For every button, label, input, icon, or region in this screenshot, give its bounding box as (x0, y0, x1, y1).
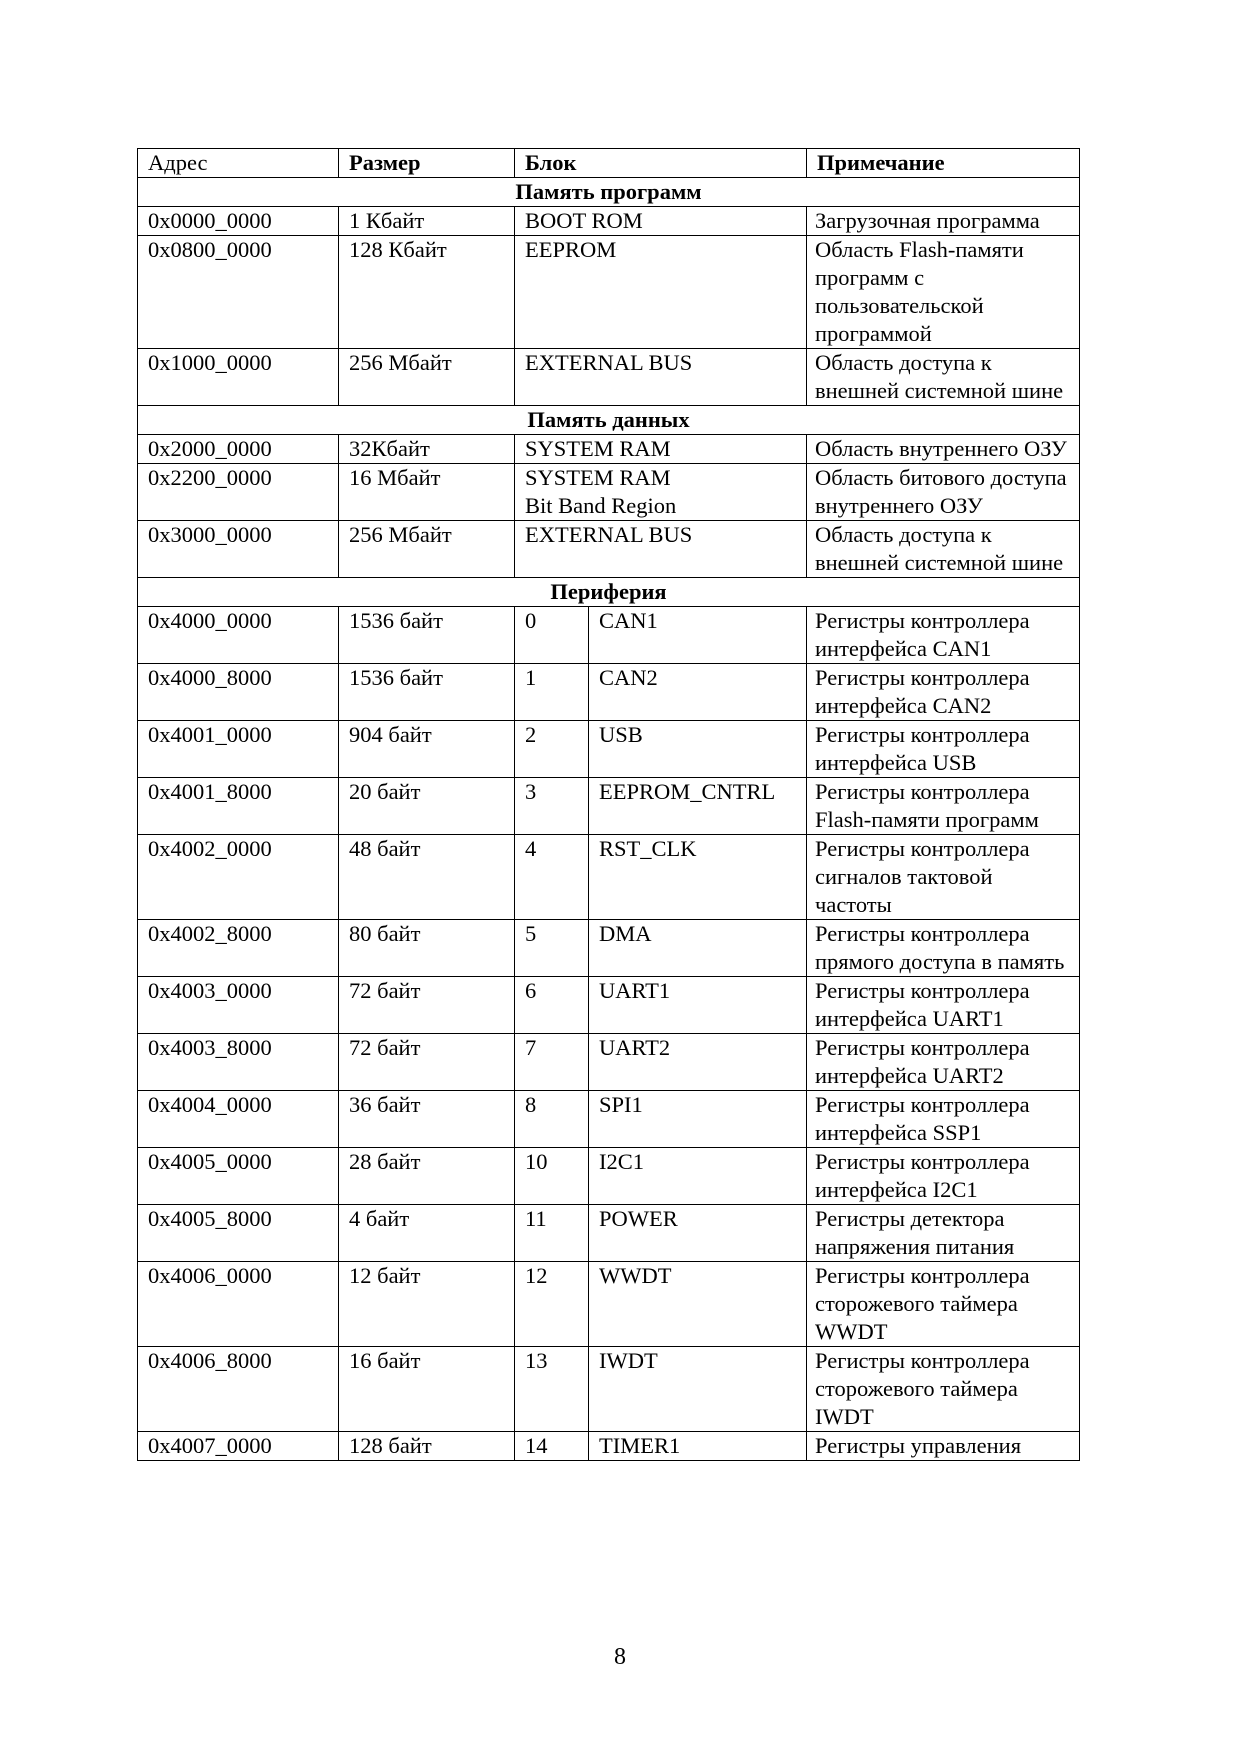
header-address: Адрес (138, 149, 339, 178)
block-name: EEPROM (525, 237, 617, 262)
address-cell: 0x4003_8000 (138, 1034, 339, 1091)
size-cell: 128 байт (339, 1432, 515, 1461)
table-row (138, 464, 1080, 521)
address-cell: 0x4000_8000 (138, 664, 339, 721)
table-row (138, 1347, 1080, 1432)
block-name: BOOT ROM (525, 208, 643, 233)
block-name: SYSTEM RAM (525, 465, 671, 490)
number-cell: 11 (515, 1205, 589, 1262)
table-row (138, 1432, 1080, 1461)
header-row (138, 149, 1080, 178)
note-cell: Область внутреннего ОЗУ (807, 435, 1080, 464)
number-cell: 12 (515, 1262, 589, 1347)
header-block: Блок (515, 149, 807, 178)
number-cell: 5 (515, 920, 589, 977)
note-cell: Регистры детектора напряжения питания (807, 1205, 1080, 1262)
address-cell: 0x2000_0000 (138, 435, 339, 464)
note-cell: Регистры контроллера интерфейса I2C1 (807, 1148, 1080, 1205)
table-row (138, 664, 1080, 721)
block-cell (515, 464, 807, 521)
block-name-line2: Bit Band Region (525, 493, 677, 518)
address-cell: 0x1000_0000 (138, 349, 339, 406)
address-cell: 0x4003_0000 (138, 977, 339, 1034)
table-row (138, 236, 1080, 349)
note-cell: Регистры контроллера интерфейса SSP1 (807, 1091, 1080, 1148)
block-cell: UART2 (589, 1034, 807, 1091)
header-note: Примечание (807, 149, 1080, 178)
table-body (138, 178, 1080, 1461)
table-row (138, 1091, 1080, 1148)
note-cell: Регистры управления (807, 1432, 1080, 1461)
address-cell: 0x0800_0000 (138, 236, 339, 349)
size-cell: 80 байт (339, 920, 515, 977)
size-cell: 4 байт (339, 1205, 515, 1262)
table-row (138, 1262, 1080, 1347)
block-cell: SPI1 (589, 1091, 807, 1148)
number-cell: 2 (515, 721, 589, 778)
block-cell: EEPROM_CNTRL (589, 778, 807, 835)
address-cell: 0x4002_0000 (138, 835, 339, 920)
page-number: 8 (614, 1644, 626, 1670)
address-cell: 0x3000_0000 (138, 521, 339, 578)
number-cell: 1 (515, 664, 589, 721)
size-cell: 256 Мбайт (339, 349, 515, 406)
header-size: Размер (339, 149, 515, 178)
size-cell: 72 байт (339, 977, 515, 1034)
block-cell: DMA (589, 920, 807, 977)
note-cell: Область битового доступа внутреннего ОЗУ (807, 464, 1080, 521)
size-cell: 20 байт (339, 778, 515, 835)
number-cell: 6 (515, 977, 589, 1034)
block-cell: CAN2 (589, 664, 807, 721)
table-row (138, 721, 1080, 778)
number-cell: 8 (515, 1091, 589, 1148)
table-row (138, 920, 1080, 977)
note-cell: Регистры контроллера Flash-памяти программ (807, 778, 1080, 835)
note-cell: Область Flash-памяти программ с пользовательской программой (807, 236, 1080, 349)
size-cell: 16 байт (339, 1347, 515, 1432)
address-cell: 0x2200_0000 (138, 464, 339, 521)
number-cell: 7 (515, 1034, 589, 1091)
size-cell: 72 байт (339, 1034, 515, 1091)
address-cell: 0x4005_8000 (138, 1205, 339, 1262)
table-row (138, 1205, 1080, 1262)
size-cell: 1536 байт (339, 607, 515, 664)
address-cell: 0x4005_0000 (138, 1148, 339, 1205)
block-cell: WWDT (589, 1262, 807, 1347)
size-cell: 1536 байт (339, 664, 515, 721)
note-cell: Область доступа к внешней системной шине (807, 521, 1080, 578)
note-cell: Регистры контроллера сигналов тактовой частоты (807, 835, 1080, 920)
address-cell: 0x4006_0000 (138, 1262, 339, 1347)
table-row (138, 521, 1080, 578)
note-cell: Регистры контроллера интерфейса UART2 (807, 1034, 1080, 1091)
address-cell: 0x4006_8000 (138, 1347, 339, 1432)
note-cell: Регистры контроллера интерфейса CAN2 (807, 664, 1080, 721)
block-cell: CAN1 (589, 607, 807, 664)
address-cell: 0x4000_0000 (138, 607, 339, 664)
address-cell: 0x4007_0000 (138, 1432, 339, 1461)
table-row (138, 778, 1080, 835)
size-cell: 48 байт (339, 835, 515, 920)
address-cell: 0x4001_8000 (138, 778, 339, 835)
size-cell: 904 байт (339, 721, 515, 778)
note-cell: Регистры контроллера интерфейса USB (807, 721, 1080, 778)
size-cell: 256 Мбайт (339, 521, 515, 578)
section-program-memory (138, 178, 1080, 207)
size-cell: 32Кбайт (339, 435, 515, 464)
block-cell (515, 521, 807, 578)
note-cell: Регистры контроллера интерфейса CAN1 (807, 607, 1080, 664)
address-cell: 0x4004_0000 (138, 1091, 339, 1148)
block-name: EXTERNAL BUS (525, 350, 693, 375)
size-cell: 28 байт (339, 1148, 515, 1205)
number-cell: 4 (515, 835, 589, 920)
table-row (138, 207, 1080, 236)
section-data-memory (138, 406, 1080, 435)
note-cell: Загрузочная программа (807, 207, 1080, 236)
block-cell (515, 435, 807, 464)
block-cell (515, 349, 807, 406)
block-cell (515, 236, 807, 349)
table-row (138, 977, 1080, 1034)
note-cell: Регистры контроллера сторожевого таймера WWDT (807, 1262, 1080, 1347)
note-cell: Регистры контроллера прямого доступа в память (807, 920, 1080, 977)
table-row (138, 607, 1080, 664)
table-row (138, 1148, 1080, 1205)
size-cell: 1 Кбайт (339, 207, 515, 236)
address-cell: 0x4001_0000 (138, 721, 339, 778)
table-row (138, 435, 1080, 464)
note-cell: Регистры контроллера интерфейса UART1 (807, 977, 1080, 1034)
number-cell: 13 (515, 1347, 589, 1432)
number-cell: 0 (515, 607, 589, 664)
block-cell: TIMER1 (589, 1432, 807, 1461)
block-cell: I2C1 (589, 1148, 807, 1205)
block-cell: UART1 (589, 977, 807, 1034)
size-cell: 16 Мбайт (339, 464, 515, 521)
block-name: EXTERNAL BUS (525, 522, 693, 547)
block-cell: RST_CLK (589, 835, 807, 920)
section-title: Память программ (138, 178, 1080, 207)
table-row (138, 349, 1080, 406)
size-cell: 36 байт (339, 1091, 515, 1148)
section-peripherals (138, 578, 1080, 607)
number-cell: 10 (515, 1148, 589, 1205)
memory-map-table (137, 148, 1080, 1461)
table-row (138, 835, 1080, 920)
size-cell: 128 Кбайт (339, 236, 515, 349)
note-cell: Область доступа к внешней системной шине (807, 349, 1080, 406)
block-name: SYSTEM RAM (525, 436, 671, 461)
block-cell: USB (589, 721, 807, 778)
number-cell: 14 (515, 1432, 589, 1461)
table-row (138, 1034, 1080, 1091)
address-cell: 0x0000_0000 (138, 207, 339, 236)
size-cell: 12 байт (339, 1262, 515, 1347)
block-cell (515, 207, 807, 236)
section-title: Периферия (138, 578, 1080, 607)
block-cell: POWER (589, 1205, 807, 1262)
section-title: Память данных (138, 406, 1080, 435)
block-cell: IWDT (589, 1347, 807, 1432)
note-cell: Регистры контроллера сторожевого таймера IWDT (807, 1347, 1080, 1432)
number-cell: 3 (515, 778, 589, 835)
address-cell: 0x4002_8000 (138, 920, 339, 977)
